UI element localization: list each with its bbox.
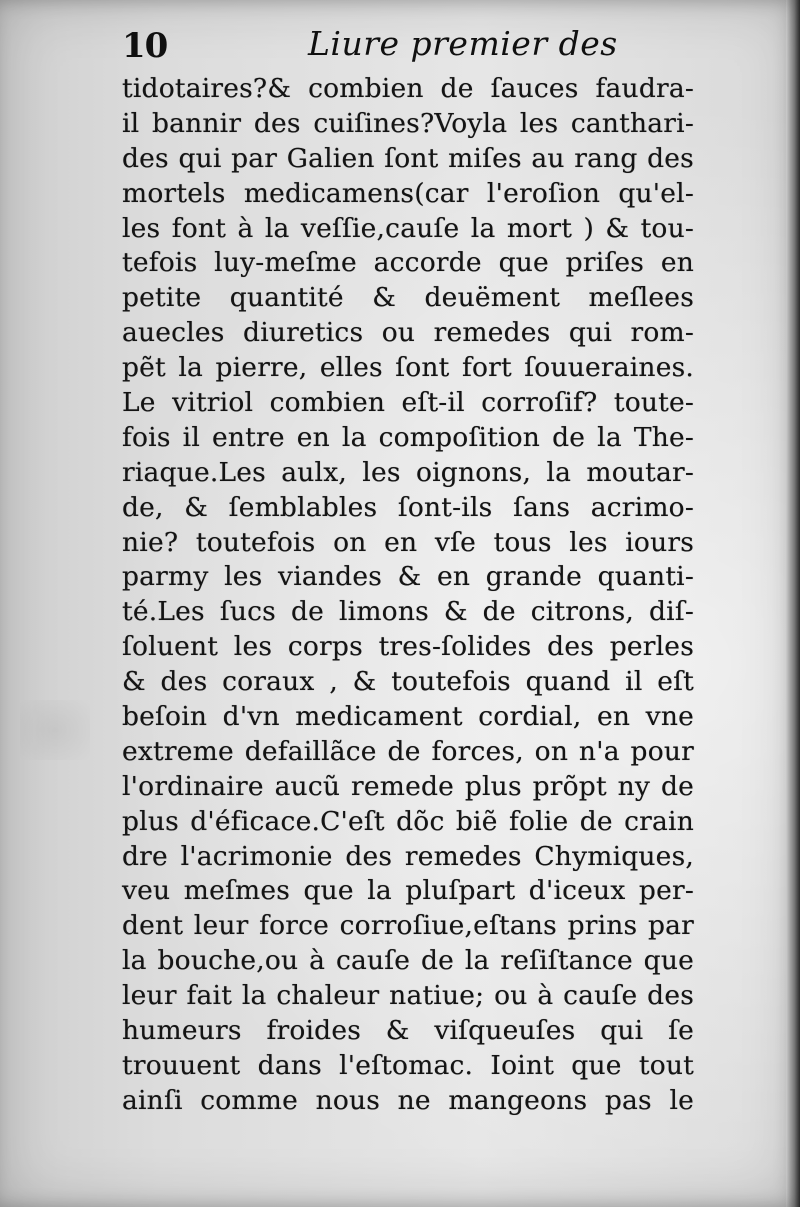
text-line: fois il entre en la compoſition de la The- — [122, 421, 694, 453]
text-line: les font à la veſſie,cauſe la mort ) & tou- — [122, 212, 694, 244]
text-line: beſoin d'vn medicament cordial, en vne — [122, 701, 694, 733]
text-line: tefois luy-meſme accorde que priſes en — [122, 247, 694, 279]
text-line: des qui par Galien ſont miſes au rang des — [122, 142, 694, 174]
text-line: trouuent dans l'eſtomac. Ioint que tout — [122, 1049, 694, 1081]
margin-smudge — [20, 700, 90, 760]
page-edge-shadow — [786, 0, 800, 1207]
text-line: mortels medicamens(car l'eroſion qu'el- — [122, 177, 694, 209]
text-line: petite quantité & deuëment meſlees — [122, 282, 694, 314]
text-line: tidotaires?& combien de ſauces faudra- — [122, 73, 694, 104]
text-line: il bannir des cuiſines?Voyla les canthari- — [122, 107, 694, 139]
text-line: dent leur force corroſiue,eſtans prins par — [122, 910, 694, 942]
text-line: ſoluent les corps tres-ſolides des perles — [122, 631, 694, 663]
text-line: nie? toutefois on en vſe tous les iours — [122, 526, 694, 558]
text-line: l'ordinaire aucũ remede plus prõpt ny de — [122, 770, 694, 802]
text-line: auecles diuretics ou remedes qui rom- — [122, 317, 694, 349]
text-line: & des coraux , & toutefois quand il eſt — [122, 666, 694, 698]
text-line: ainſi comme nous ne mangeons pas le — [122, 1084, 694, 1116]
text-line: pẽt la pierre, elles ſont fort ſouueraines. — [122, 352, 694, 384]
text-line: Le vitriol combien eſt-il corroſif? toute- — [122, 387, 694, 419]
page-number: 10 — [122, 26, 168, 66]
text-line: parmy les viandes & en grande quanti- — [122, 561, 694, 593]
text-line: plus d'éficace.C'eſt dõc biẽ folie de crain — [122, 805, 694, 837]
text-line: extreme defaillãce de forces, on n'a pour — [122, 735, 694, 767]
text-line: humeurs froides & viſqueuſes qui ſe — [122, 1015, 694, 1047]
text-line: riaque.Les aulx, les oignons, la moutar- — [122, 456, 694, 488]
body-text — [122, 72, 694, 1119]
text-line: leur fait la chaleur natiue; ou à cauſe des — [122, 980, 694, 1012]
page-header — [118, 22, 678, 68]
running-title: Liure premier des — [308, 24, 618, 63]
text-line: veu meſmes que la pluſpart d'iceux per- — [122, 875, 694, 907]
text-line: dre l'acrimonie des remedes Chymiques, — [122, 840, 694, 872]
text-line: de, & ſemblables ſont-ils ſans acrimo- — [122, 491, 694, 523]
text-line: té.Les ſucs de limons & de citrons, diſ- — [122, 596, 694, 628]
text-line: la bouche,ou à cauſe de la reſiſtance que — [122, 945, 694, 977]
